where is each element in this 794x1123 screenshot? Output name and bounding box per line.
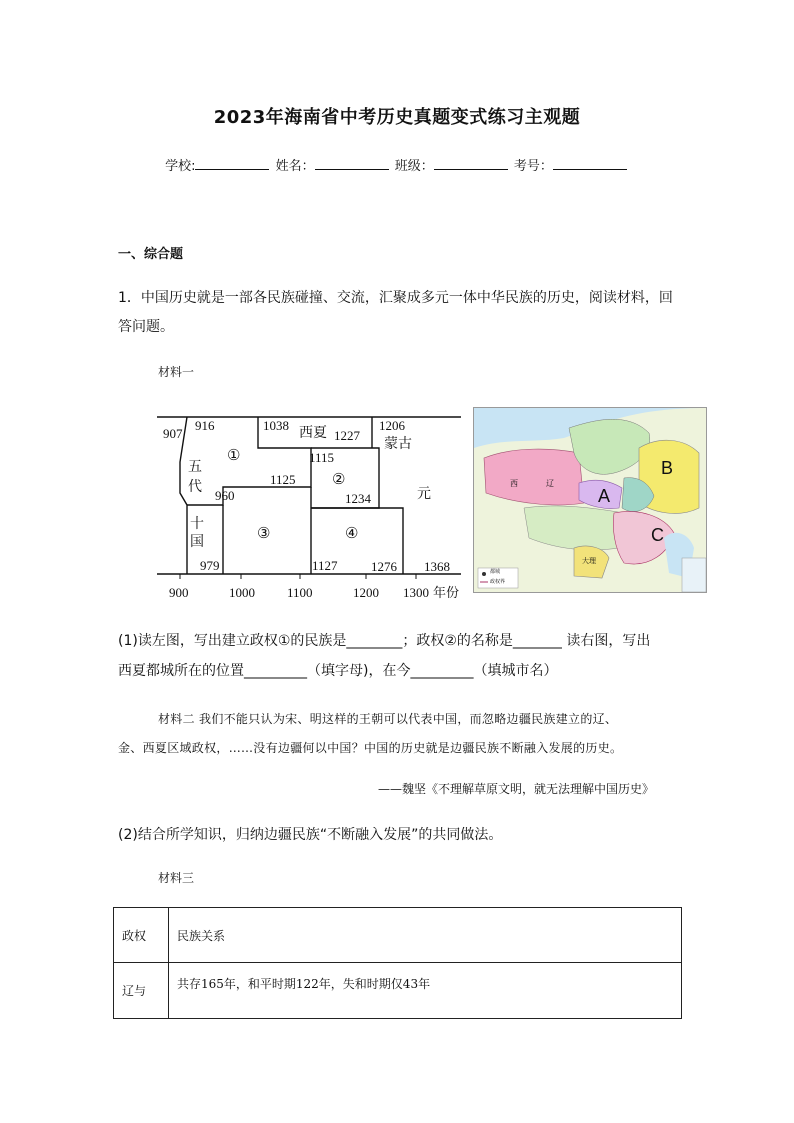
map-region-west-liao (484, 449, 584, 505)
timeline-chart (157, 408, 465, 602)
table-header-cell: 民族关系 (169, 908, 682, 963)
student-info-line (0, 155, 794, 174)
map-legend-border: 政权界 (490, 579, 506, 585)
table-cell: 辽与 (114, 963, 169, 1019)
material3-label: 材料三 (158, 871, 195, 885)
map-label-liao: 辽 (546, 479, 554, 488)
label-1227: 1227 (334, 428, 360, 443)
label-1115: 1115 (309, 450, 335, 465)
section-heading: 一、综合题 (118, 247, 184, 262)
class-blank[interactable] (434, 157, 508, 170)
label-916: 916 (195, 418, 215, 433)
info-name-label: 姓名： (275, 159, 315, 174)
tick-1100: 1100 (287, 585, 313, 600)
label-menggu: 蒙古 (384, 437, 412, 452)
q1-part2: (2)结合所学知识，归纳边疆民族“不断融入发展”的共同做法。 (118, 827, 503, 843)
table-header-row (114, 908, 682, 963)
label-907: 907 (163, 426, 183, 441)
material3-table (113, 907, 682, 1019)
label-1234: 1234 (345, 491, 371, 506)
map-label-c: C (651, 525, 664, 545)
info-class-label: 班级： (394, 159, 434, 174)
label-shi: 十 (190, 517, 204, 532)
tick-1200: 1200 (353, 585, 379, 600)
label-1368: 1368 (424, 559, 450, 574)
info-number-label: 考号： (513, 159, 553, 174)
label-region1: ① (227, 448, 241, 464)
axis-unit: 年份 (433, 585, 460, 600)
label-1038: 1038 (263, 418, 289, 433)
school-blank[interactable] (195, 157, 269, 170)
label-region2: ② (332, 472, 346, 488)
number-blank[interactable] (553, 157, 627, 170)
table-row (114, 963, 682, 1019)
page-title: 2023年海南省中考历史真题变式练习主观题 (213, 107, 581, 128)
label-wu: 五 (188, 460, 202, 475)
material2-line2: 金、西夏区域政权，……没有边疆何以中国？中国的历史就是边疆民族不断融入发展的历史。 (118, 741, 623, 755)
material2-source: ——魏坚《不理解草原文明，就无法理解中国历史》 (378, 782, 655, 796)
map-label-a: A (598, 486, 611, 506)
label-1127: 1127 (312, 558, 338, 573)
info-school-label: 学校: (165, 159, 196, 174)
label-1276: 1276 (371, 559, 397, 574)
q1-part1-line2: 西夏都城所在的位置_________（填字母)，在今_________（填城市名） (118, 663, 558, 679)
q1-intro-line2: 答问题。 (118, 319, 174, 335)
map-legend-capital: 都城 (490, 569, 501, 575)
tick-1000: 1000 (229, 585, 255, 600)
label-1206: 1206 (379, 418, 405, 433)
map-label-b: B (661, 458, 674, 478)
q1-part1-line1: (1)读左图，写出建立政权①的民族是________；政权②的名称是_______ 读右图，写出 (118, 633, 651, 649)
table-header-cell: 政权 (114, 908, 169, 963)
tick-1300: 1300 (403, 585, 429, 600)
tick-900: 900 (169, 585, 189, 600)
label-dai: 代 (188, 480, 202, 495)
label-guo: 国 (190, 535, 204, 550)
q1-intro-line1: 1．中国历史就是一部各民族碰撞、交流，汇聚成多元一体中华民族的历史，阅读材料，回 (118, 290, 673, 306)
label-979: 979 (200, 558, 220, 573)
label-960: 960 (215, 488, 235, 503)
label-region4: ④ (345, 526, 359, 542)
map-label-xi: 西 (510, 479, 518, 488)
material1-label: 材料一 (158, 365, 195, 379)
table-cell: 共存165年，和平时期122年，失和时期仅43年 (169, 963, 682, 1019)
historical-map (473, 407, 707, 593)
map-label-dali: 大理 (582, 557, 596, 565)
label-region3: ③ (257, 526, 271, 542)
label-xixia: 西夏 (299, 426, 327, 441)
label-1125: 1125 (270, 472, 296, 487)
name-blank[interactable] (315, 157, 389, 170)
label-yuan: 元 (417, 487, 431, 502)
material2-line1: 材料二 我们不能只认为宋、明这样的王朝可以代表中国，而忽略边疆民族建立的辽、 (158, 712, 618, 726)
